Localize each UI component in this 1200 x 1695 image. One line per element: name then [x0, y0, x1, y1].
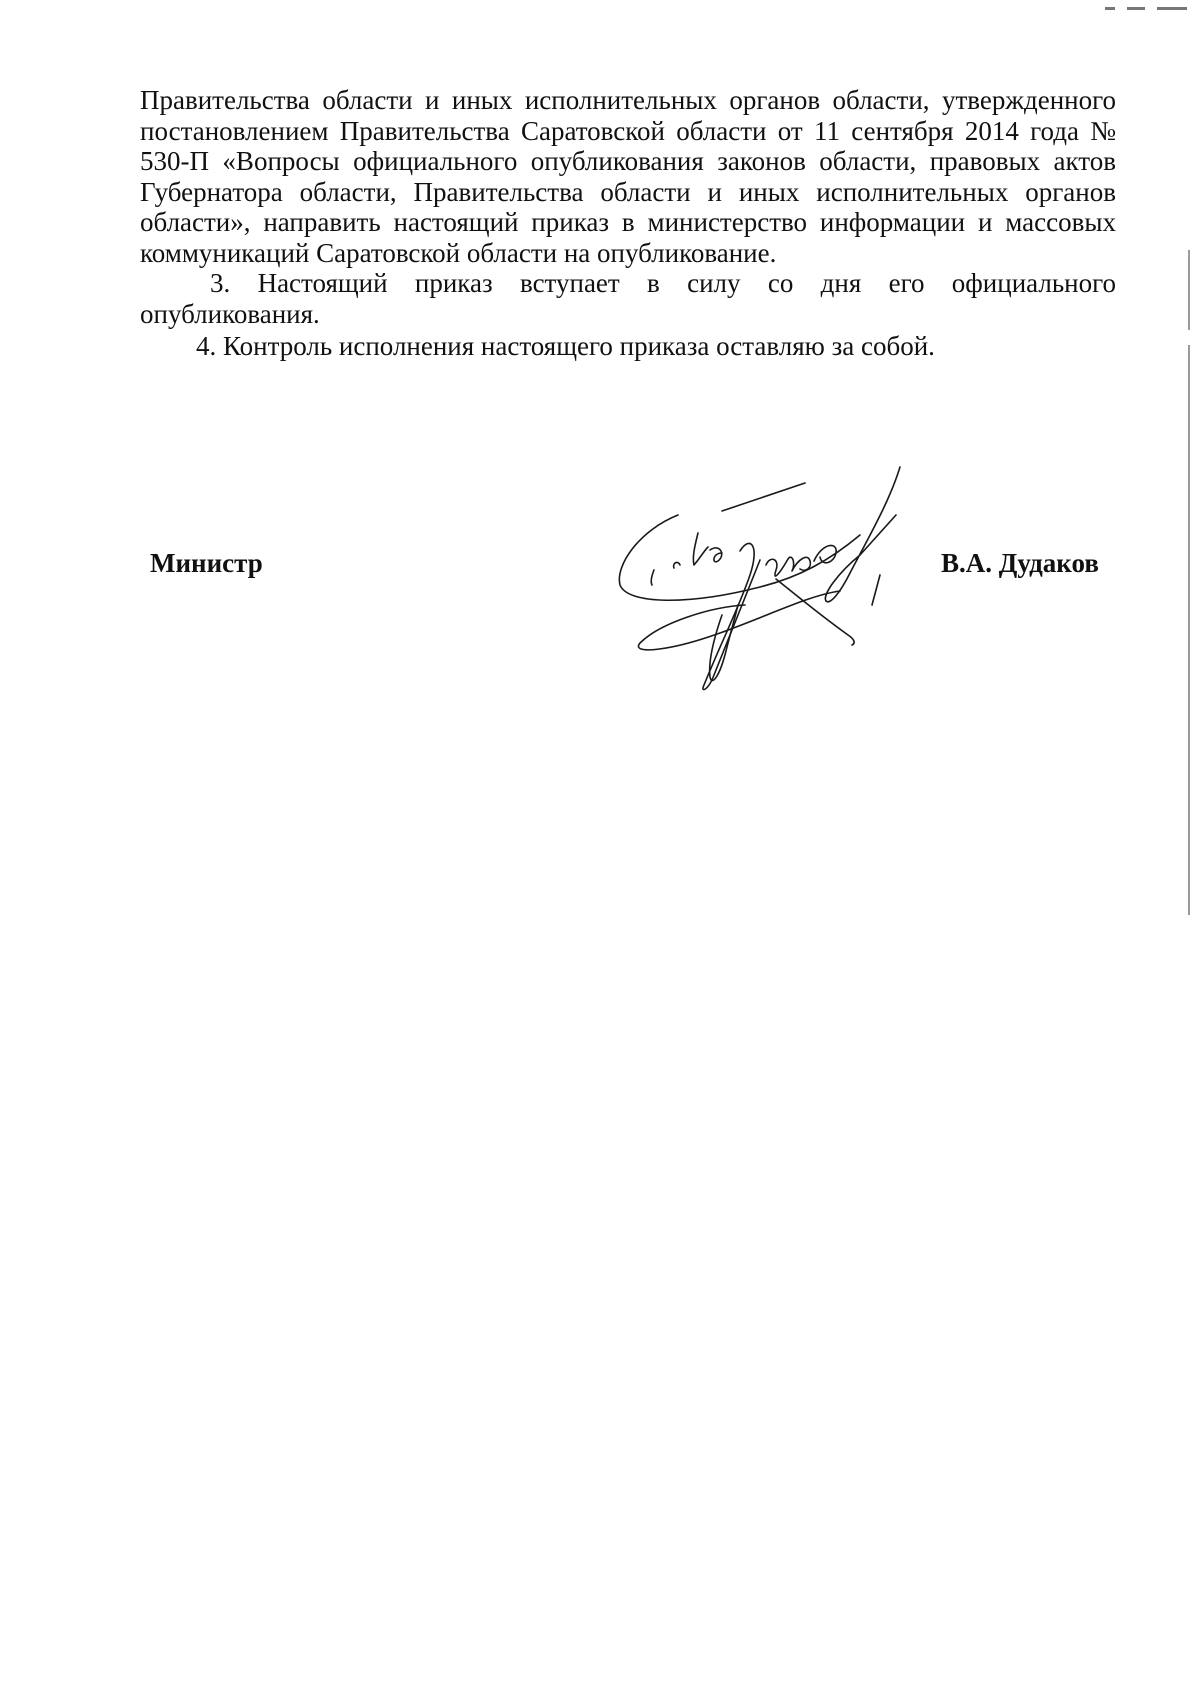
paragraph-item-3: 3. Настоящий приказ вступает в силу со дня его официального опубликования.	[140, 268, 1116, 329]
paragraph-continued: Правительства области и иных исполнительных органов области, утвержденного постановлением Правительства Саратовской области от 11 сентября 2014 года № 530-П «Вопросы официального опубликования законов области, правовых актов Губернатора области, Правительства области и иных исполнительных органов области», направить настоящий приказ в министерство информации и массовых коммуникаций Саратовской области на опубликование.	[140, 85, 1116, 268]
signatory-title: Министр	[150, 548, 263, 578]
paragraph-item-4: 4. Контроль исполнения настоящего приказа оставляю за собой.	[196, 331, 935, 361]
scan-edge-mark	[1188, 250, 1190, 330]
handwritten-signature	[600, 455, 930, 705]
signatory-name: В.А. Дудаков	[941, 548, 1099, 578]
scan-edge-mark	[1188, 345, 1190, 915]
